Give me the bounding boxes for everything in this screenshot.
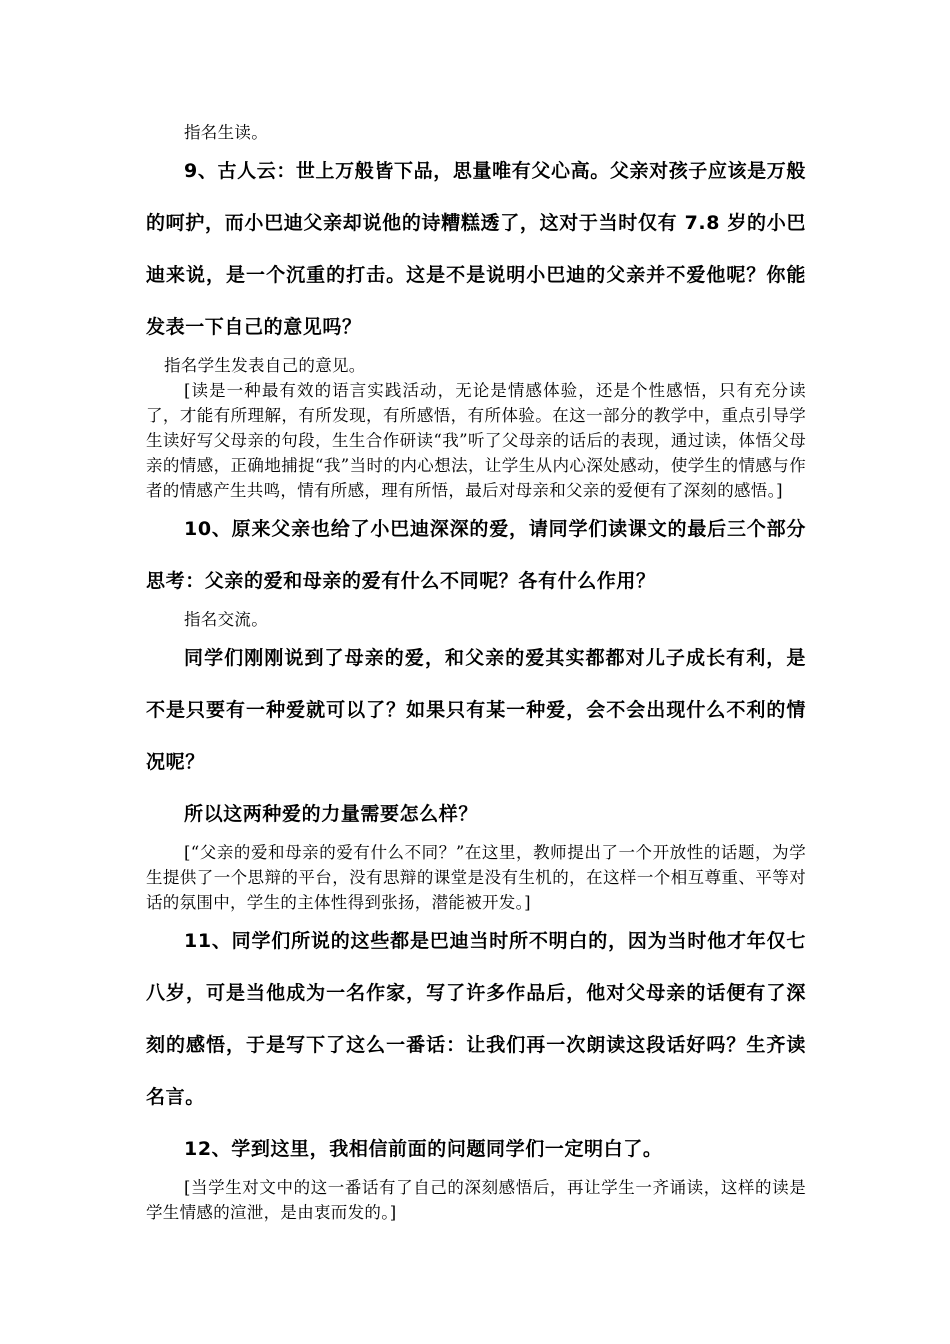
paragraph-question: 所以这两种爱的力量需要怎么样？	[184, 803, 479, 825]
paragraph-commentary: [读是一种最有效的语言实践活动，无论是情感体验，还是个性感悟，只有充分读了，才能有所理解，有所发现，有所感悟，有所体验。在这一部分的教学中，重点引导学生读好写父母亲的句段，生生合作研读“我”听了父母亲的话后的表现，通过读，体悟父母亲的情感，正确地捕捉“我”当时的内心想法，让学生从内心深处感动，使学生的情感与作者的情感产生共鸣，情有所感，理有所悟，最后对母亲和父亲的爱便有了深刻的感悟。]	[146, 381, 806, 500]
paragraph-question-12: 12、学到这里，我相信前面的问题同学们一定明白了。	[184, 1138, 663, 1160]
paragraph-commentary: [当学生对文中的这一番话有了自己的深刻感悟后，再让学生一齐诵读，这样的读是学生情感的渲泄，是由衷而发的。]	[146, 1178, 806, 1222]
paragraph-instruction: 指名生读。	[184, 123, 268, 142]
document-page	[146, 120, 806, 1225]
paragraph-question-11: 11、同学们所说的这些都是巴迪当时所不明白的，因为当时他才年仅七八岁，可是当他成为一名作家，写了许多作品后，他对父母亲的话便有了深刻的感悟，于是写下了这么一番话：让我们再一次朗读这段话好吗？生齐读名言。	[146, 930, 806, 1108]
paragraph-question: 同学们刚刚说到了母亲的爱，和父亲的爱其实都都对儿子成长有利，是不是只要有一种爱就可以了？如果只有某一种爱，会不会出现什么不利的情况呢？	[146, 647, 806, 773]
paragraph-question-10: 10、原来父亲也给了小巴迪深深的爱，请同学们读课文的最后三个部分思考：父亲的爱和母亲的爱有什么不同呢？各有什么作用？	[146, 518, 806, 592]
paragraph-instruction: 指名交流。	[184, 610, 268, 629]
paragraph-instruction: 指名学生发表自己的意见。	[164, 356, 366, 375]
paragraph-commentary: [“父亲的爱和母亲的爱有什么不同？”在这里，教师提出了一个开放性的话题，为学生提供了一个思辩的平台，没有思辩的课堂是没有生机的，在这样一个相互尊重、平等对话的氛围中，学生的主体性得到张扬，潜能被开发。]	[146, 843, 806, 912]
paragraph-question-9: 9、古人云：世上万般皆下品，思量唯有父心高。父亲对孩子应该是万般的呵护，而小巴迪父亲却说他的诗糟糕透了，这对于当时仅有 7.8 岁的小巴迪来说，是一个沉重的打击。这是不是说明小巴迪的父亲并不爱他呢？你能发表一下自己的意见吗？	[146, 160, 806, 338]
